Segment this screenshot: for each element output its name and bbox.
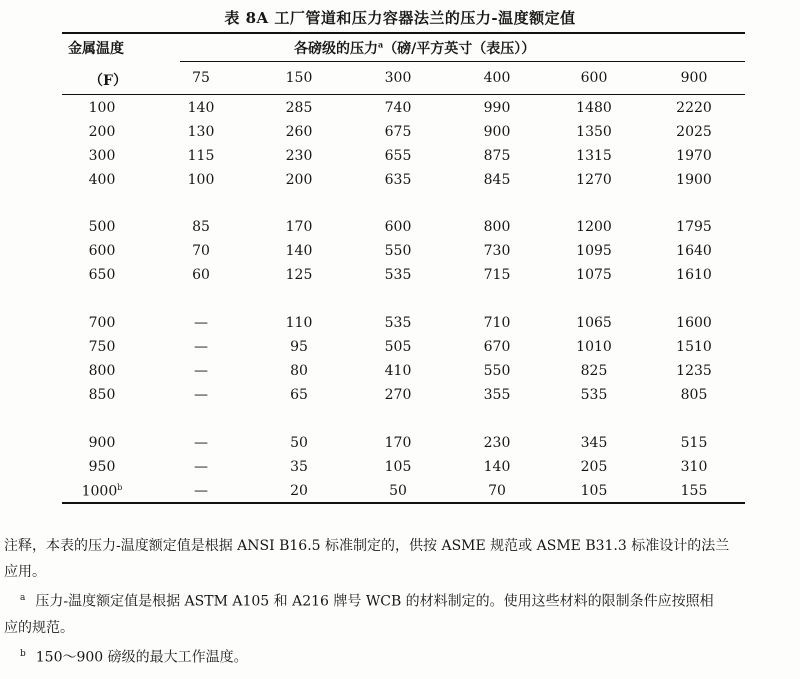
pressure-cell: 110: [285, 315, 313, 331]
note-main-line1: 注释，本表的压力-温度额定值是根据 ANSI B16.5 标准制定的，供按 ASME 规范或 ASME B31.3 标准设计的法兰: [4, 538, 730, 554]
temp-cell: [67, 148, 137, 164]
table-row: [62, 243, 745, 265]
col-header-300: 300: [384, 70, 412, 86]
col-header-400: 400: [483, 70, 511, 86]
temp-value: 100: [88, 100, 116, 116]
header-temp-unit: （F）: [89, 73, 127, 89]
temp-value: 700: [88, 315, 116, 331]
col-header-75: 75: [192, 70, 210, 86]
temp-cell: [67, 435, 137, 451]
pressure-cell: 1600: [676, 315, 712, 331]
pressure-class-mark: a: [378, 39, 384, 50]
table-title: 表 8A 工厂管道和压力容器法兰的压力-温度额定值: [224, 9, 576, 27]
pressure-cell: 125: [285, 267, 313, 283]
pressure-cell: 990: [483, 100, 511, 116]
pressure-cell: 1075: [576, 267, 612, 283]
pressure-cell: 825: [580, 363, 608, 379]
pressure-cell: 845: [483, 172, 511, 188]
temp-value: 200: [88, 124, 116, 140]
pressure-cell: 105: [384, 459, 412, 475]
table-row: [62, 219, 745, 241]
table-row: [62, 435, 745, 457]
pressure-cell: 270: [384, 387, 412, 403]
pressure-cell: 875: [483, 148, 511, 164]
pressure-cell: —: [194, 363, 208, 379]
pressure-cell: 535: [384, 315, 412, 331]
table-row: [62, 172, 745, 194]
pressure-cell: 50: [290, 435, 308, 451]
pressure-cell: 550: [384, 243, 412, 259]
temp-cell: [67, 315, 137, 331]
pressure-cell: —: [194, 435, 208, 451]
pressure-cell: 900: [483, 124, 511, 140]
pressure-cell: 740: [384, 100, 412, 116]
table-row: [62, 148, 745, 170]
table-row: [62, 387, 745, 409]
temp-cell: [67, 459, 137, 475]
pressure-cell: —: [194, 315, 208, 331]
temp-cell: [67, 387, 137, 403]
pressure-cell: 1065: [576, 315, 612, 331]
pressure-cell: 1900: [676, 172, 712, 188]
note-a-mark: a: [20, 593, 26, 603]
temp-value: 650: [88, 267, 116, 283]
pressure-cell: 65: [290, 387, 308, 403]
pressure-cell: 800: [483, 219, 511, 235]
note-b-mark: b: [20, 648, 26, 659]
pressure-cell: 60: [192, 267, 210, 283]
pressure-cell: 35: [290, 459, 308, 475]
temp-value: 750: [88, 339, 116, 355]
temp-value: 300: [88, 148, 116, 164]
header-metal-temp: 金属温度: [68, 41, 124, 57]
temp-cell: [67, 363, 137, 379]
temp-cell: [67, 339, 137, 355]
temp-value: 400: [88, 172, 116, 188]
pressure-cell: 675: [384, 124, 412, 140]
pressure-cell: 805: [680, 387, 708, 403]
pressure-cell: 1510: [676, 339, 712, 355]
temp-footnote-mark: b: [117, 483, 123, 492]
pressure-cell: 100: [187, 172, 215, 188]
table-top-rule: [62, 32, 745, 34]
pressure-cell: 550: [483, 363, 511, 379]
pressure-cell: 2220: [676, 100, 712, 116]
pressure-cell: 205: [580, 459, 608, 475]
pressure-cell: 130: [187, 124, 215, 140]
pressure-cell: 635: [384, 172, 412, 188]
pressure-cell: 285: [285, 100, 313, 116]
pressure-cell: 730: [483, 243, 511, 259]
pressure-cell: 1200: [576, 219, 612, 235]
pressure-cell: 170: [384, 435, 412, 451]
pressure-cell: 515: [680, 435, 708, 451]
pressure-cell: 230: [483, 435, 511, 451]
table-row: [62, 124, 745, 146]
pressure-cell: 230: [285, 148, 313, 164]
table-row: [62, 315, 745, 337]
pressure-cell: 535: [580, 387, 608, 403]
pressure-cell: 1640: [676, 243, 712, 259]
pressure-cell: —: [194, 483, 208, 499]
notes: [4, 533, 796, 670]
pressure-cell: —: [194, 387, 208, 403]
pressure-cell: 1095: [576, 243, 612, 259]
pressure-cell: 1970: [676, 148, 712, 164]
note-b-line1: [4, 641, 796, 671]
temp-value: 500: [88, 219, 116, 235]
pressure-cell: 95: [290, 339, 308, 355]
pressure-cell: —: [194, 459, 208, 475]
pressure-cell: 355: [483, 387, 511, 403]
temp-value: 850: [88, 387, 116, 403]
table-row: [62, 100, 745, 122]
pressure-cell: 70: [488, 483, 506, 499]
note-a-text: 压力-温度额定值是根据 ASTM A105 和 A216 牌号 WCB 的材料制定的。使用这些材料的限制条件应按照相: [35, 593, 714, 610]
pressure-cell: 200: [285, 172, 313, 188]
pressure-cell: 655: [384, 148, 412, 164]
temp-cell: [67, 172, 137, 188]
temp-cell: [67, 219, 137, 235]
pressure-cell: 80: [290, 363, 308, 379]
pressure-cell: 410: [384, 363, 412, 379]
temp-cell: [67, 267, 137, 283]
note-main-line2: 应用。: [4, 564, 46, 580]
header-partial-rule: [180, 61, 745, 62]
pressure-cell: 2025: [676, 124, 712, 140]
temp-value: 900: [88, 435, 116, 451]
pressure-cell: 85: [192, 219, 210, 235]
temp-cell: [67, 124, 137, 140]
pressure-cell: 1270: [576, 172, 612, 188]
pressure-cell: 670: [483, 339, 511, 355]
pressure-cell: 345: [580, 435, 608, 451]
pressure-cell: 140: [285, 243, 313, 259]
pressure-cell: 1350: [576, 124, 612, 140]
pressure-cell: 1610: [676, 267, 712, 283]
pressure-cell: 505: [384, 339, 412, 355]
pressure-cell: 155: [680, 483, 708, 499]
temp-value: 800: [88, 363, 116, 379]
note-a-line1: [4, 585, 796, 615]
table-row: [62, 339, 745, 361]
table-row: [62, 459, 745, 481]
note-a-line2: 应的规范。: [4, 619, 74, 636]
header-bottom-rule: [62, 94, 745, 95]
pressure-cell: 140: [483, 459, 511, 475]
pressure-cell: 1315: [576, 148, 612, 164]
pressure-cell: 260: [285, 124, 313, 140]
pressure-cell: 170: [285, 219, 313, 235]
pressure-cell: 1795: [676, 219, 712, 235]
note-b-text: 150～900 磅级的最大工作温度。: [35, 649, 248, 666]
pressure-cell: 310: [680, 459, 708, 475]
pressure-cell: 1235: [676, 363, 712, 379]
temp-cell: [67, 483, 137, 500]
temp-cell: [67, 243, 137, 259]
pressure-cell: 1480: [576, 100, 612, 116]
header-pressure-class: [294, 38, 535, 58]
pressure-unit: （磅/平方英寸（表压））: [383, 41, 536, 57]
table-row: [62, 267, 745, 289]
pressure-cell: 115: [187, 148, 215, 164]
pressure-cell: 710: [483, 315, 511, 331]
temp-cell: [67, 100, 137, 116]
pressure-cell: —: [194, 339, 208, 355]
pressure-cell: 535: [384, 267, 412, 283]
pressure-cell: 1010: [576, 339, 612, 355]
pressure-cell: 140: [187, 100, 215, 116]
table-row: [62, 483, 745, 505]
temp-value: 600: [88, 243, 116, 259]
pressure-cell: 50: [389, 483, 407, 499]
pressure-cell: 70: [192, 243, 210, 259]
table-row: [62, 363, 745, 385]
pressure-class-label: 各磅级的压力: [294, 41, 378, 57]
col-header-600: 600: [580, 70, 608, 86]
temp-value: 950: [88, 459, 116, 475]
pressure-cell: 20: [290, 483, 308, 499]
pressure-cell: 105: [580, 483, 608, 499]
temp-value: 1000: [81, 483, 118, 500]
pressure-cell: 715: [483, 267, 511, 283]
pressure-cell: 600: [384, 219, 412, 235]
col-header-900: 900: [680, 70, 708, 86]
col-header-150: 150: [285, 70, 313, 86]
